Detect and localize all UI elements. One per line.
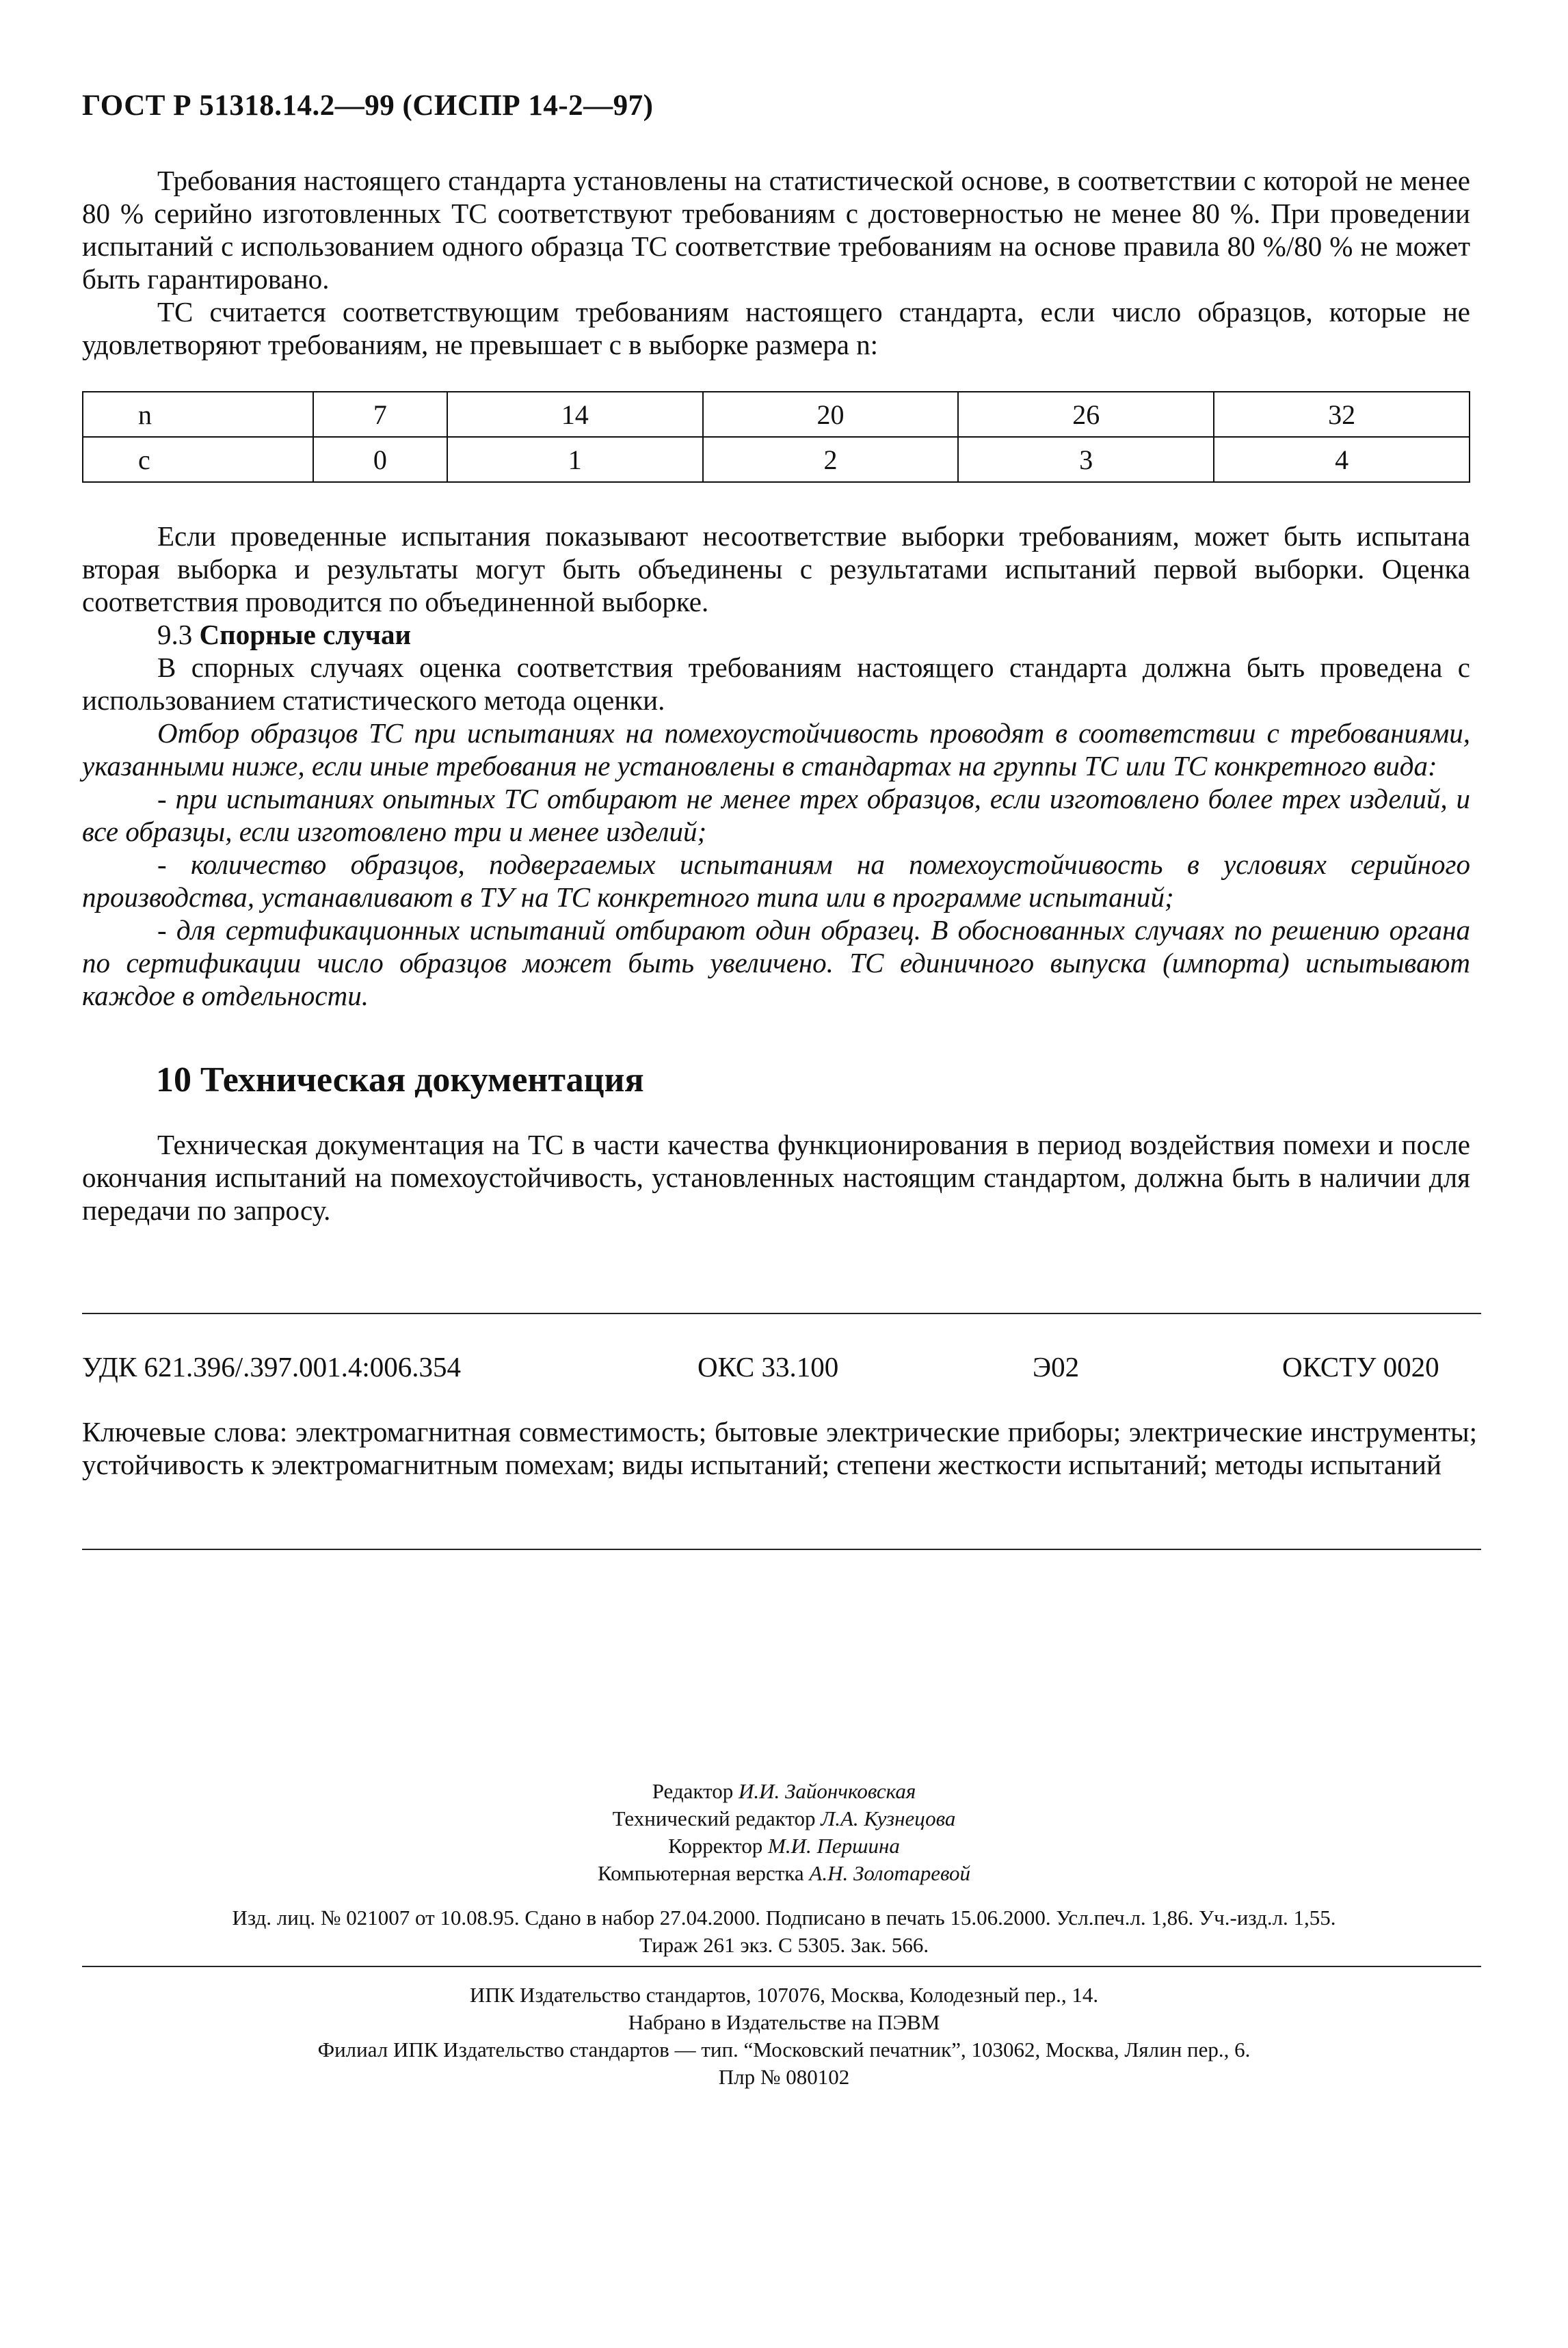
- print-info: [0, 1904, 1568, 1959]
- credit-name: М.И. Першина: [768, 1834, 900, 1858]
- table-cell: 1: [447, 437, 703, 482]
- divider: [82, 1966, 1481, 1967]
- table-cell: 7: [313, 392, 447, 437]
- table-cell: 3: [958, 437, 1214, 482]
- publisher-line: Набрано в Издательстве на ПЭВМ: [628, 2010, 940, 2034]
- clause-heading: [82, 618, 1470, 651]
- divider: [82, 1549, 1481, 1550]
- staff-credits: [0, 1778, 1568, 1887]
- credit-label: Технический редактор: [612, 1806, 816, 1830]
- table-row-header: c: [83, 437, 313, 482]
- publisher-info: [0, 1982, 1568, 2091]
- clause-title: Спорные случаи: [199, 619, 412, 650]
- e-code: Э02: [1033, 1351, 1080, 1383]
- intro-text: [82, 164, 1470, 361]
- publisher-line: ИПК Издательство стандартов, 107076, Москва, Колодезный пер., 14.: [469, 1983, 1099, 2007]
- disputes-text: [82, 520, 1470, 1012]
- credit-label: Корректор: [668, 1834, 763, 1858]
- body-paragraph: В спорных случаях оценка соответствия требованиям настоящего стандарта должна быть проведена с использованием статистического метода оценки.: [82, 652, 1470, 716]
- table-cell: 4: [1214, 437, 1470, 482]
- keywords: Ключевые слова: электромагнитная совместимость; бытовые электрические приборы; электрические инструменты; устойчивость к электромагнитным помехам; виды испытаний; степени жесткости испытаний; методы испытаний: [82, 1416, 1477, 1480]
- divider: [82, 1313, 1481, 1314]
- credit-name: И.И. Зайончковская: [738, 1779, 916, 1803]
- sample-size-table: [82, 391, 1470, 483]
- credit-name: А.Н. Золотаревой: [809, 1861, 971, 1885]
- credit-line: [0, 1832, 1568, 1860]
- body-paragraph: Если проведенные испытания показывают несоответствие выборки требованиям, может быть испытана вторая выборка и результаты могут быть объединены с результатами испытаний первой выборки. Оценка соответствия проводится по объединенной выборке.: [82, 520, 1470, 617]
- body-paragraph: Техническая документация на ТС в части качества функционирования в период воздействия помехи и после окончания испытаний на помехоустойчивость, установленных настоящим стандартом, должна быть в наличии для передачи по запросу.: [82, 1129, 1470, 1226]
- table-row-header: n: [83, 392, 313, 437]
- credit-line: [0, 1860, 1568, 1887]
- table-row: [83, 392, 1470, 437]
- table-row: [83, 437, 1470, 482]
- italic-paragraph: - для сертификационных испытаний отбирают один образец. В обоснованных случаях по решению органа по сертификации число образцов может быть увеличено. ТС единичного выпуска (импорта) испытывают каждое в отдельности.: [82, 914, 1470, 1011]
- credit-line: [0, 1805, 1568, 1832]
- okstu-code: ОКСТУ 0020: [1282, 1351, 1439, 1383]
- table-cell: 0: [313, 437, 447, 482]
- page-header-title: ГОСТ Р 51318.14.2—99 (СИСПР 14-2—97): [82, 90, 654, 122]
- intro-paragraph: Требования настоящего стандарта установлены на статистической основе, в соответствии с которой не менее 80 % серийно изготовленных ТС соответствуют требованиям с достоверностью не менее 80 %. При проведении испытаний с использованием одного образца ТС соответствие требованиям на основе правила 80 %/80 % не может быть гарантировано.: [82, 165, 1470, 295]
- section-heading: 10 Техническая документация: [156, 1060, 644, 1099]
- publisher-line: Филиал ИПК Издательство стандартов — тип. “Московский печатник”, 103062, Москва, Лялин пер., 6.: [317, 2038, 1251, 2062]
- oks-code: ОКС 33.100: [697, 1351, 839, 1383]
- table-cell: 26: [958, 392, 1214, 437]
- italic-paragraph: Отбор образцов ТС при испытаниях на помехоустойчивость проводят в соответствии с требованиями, указанными ниже, если иные требования не установлены в стандартах на группы ТС или ТС конкретного вида:: [82, 717, 1470, 782]
- table-cell: 2: [703, 437, 959, 482]
- italic-paragraph: - количество образцов, подвергаемых испытаниям на помехоустойчивость в условиях серийного производства, устанавливают в ТУ на ТС конкретного типа или в программе испытаний;: [82, 849, 1470, 913]
- publisher-line: Плр № 080102: [718, 2065, 850, 2089]
- credit-name: Л.А. Кузнецова: [821, 1806, 956, 1830]
- udk-code: УДК 621.396/.397.001.4:006.354: [82, 1351, 461, 1383]
- table-cell: 14: [447, 392, 703, 437]
- italic-paragraph: - при испытаниях опытных ТС отбирают не менее трех образцов, если изготовлено более трех изделий, и все образцы, если изготовлено три и менее изделий;: [82, 783, 1470, 847]
- table-cell: 32: [1214, 392, 1470, 437]
- credit-label: Компьютерная верстка: [597, 1861, 804, 1885]
- credit-label: Редактор: [652, 1779, 734, 1803]
- print-info-line: Тираж 261 экз. С 5305. Зак. 566.: [639, 1933, 929, 1957]
- intro-paragraph: ТС считается соответствующим требованиям настоящего стандарта, если число образцов, которые не удовлетворяют требованиям, не превышает с в выборке размера n:: [82, 296, 1470, 360]
- clause-number: 9.3: [157, 619, 193, 650]
- credit-line: [0, 1778, 1568, 1805]
- section-10-text: [82, 1128, 1470, 1227]
- print-info-line: Изд. лиц. № 021007 от 10.08.95. Сдано в набор 27.04.2000. Подписано в печать 15.06.2000. Усл.печ.л. 1,86. Уч.-изд.л. 1,55.: [232, 1906, 1336, 1930]
- table-cell: 20: [703, 392, 959, 437]
